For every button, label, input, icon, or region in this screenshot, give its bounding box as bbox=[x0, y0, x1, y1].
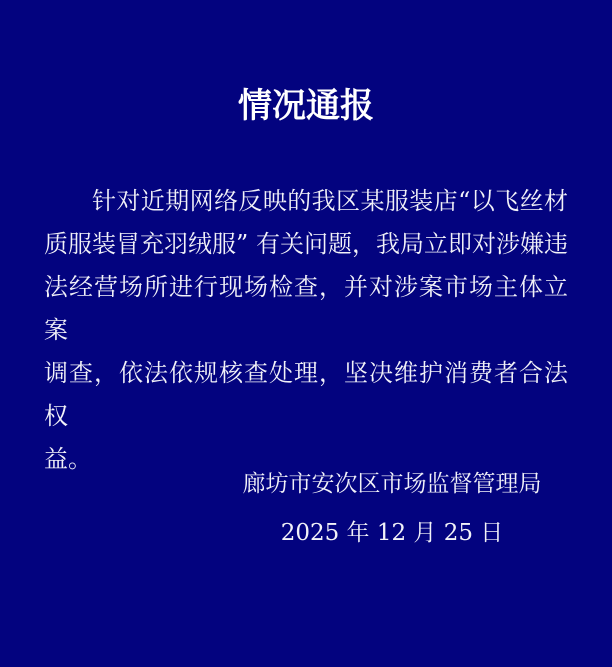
signature-block bbox=[240, 469, 544, 549]
signature-name: 廊坊市安次区市场监督管理局 bbox=[242, 471, 542, 497]
body-line-3: 法经营场所进行现场检查，并对涉案市场主体立案 bbox=[44, 273, 568, 344]
notice-title: 情况通报 bbox=[238, 86, 374, 126]
body-line-2: 质服装冒充羽绒服” 有关问题，我局立即对涉嫌违 bbox=[44, 230, 568, 258]
notice-body bbox=[44, 180, 568, 481]
body-line-5: 益。 bbox=[44, 445, 92, 473]
body-line-4: 调查，依法依规核查处理，坚决维护消费者合法权 bbox=[44, 359, 568, 430]
signature-date: 2025 年 12 月 25 日 bbox=[280, 520, 504, 546]
body-line-1: 针对近期网络反映的我区某服装店“以飞丝材 bbox=[92, 187, 568, 215]
